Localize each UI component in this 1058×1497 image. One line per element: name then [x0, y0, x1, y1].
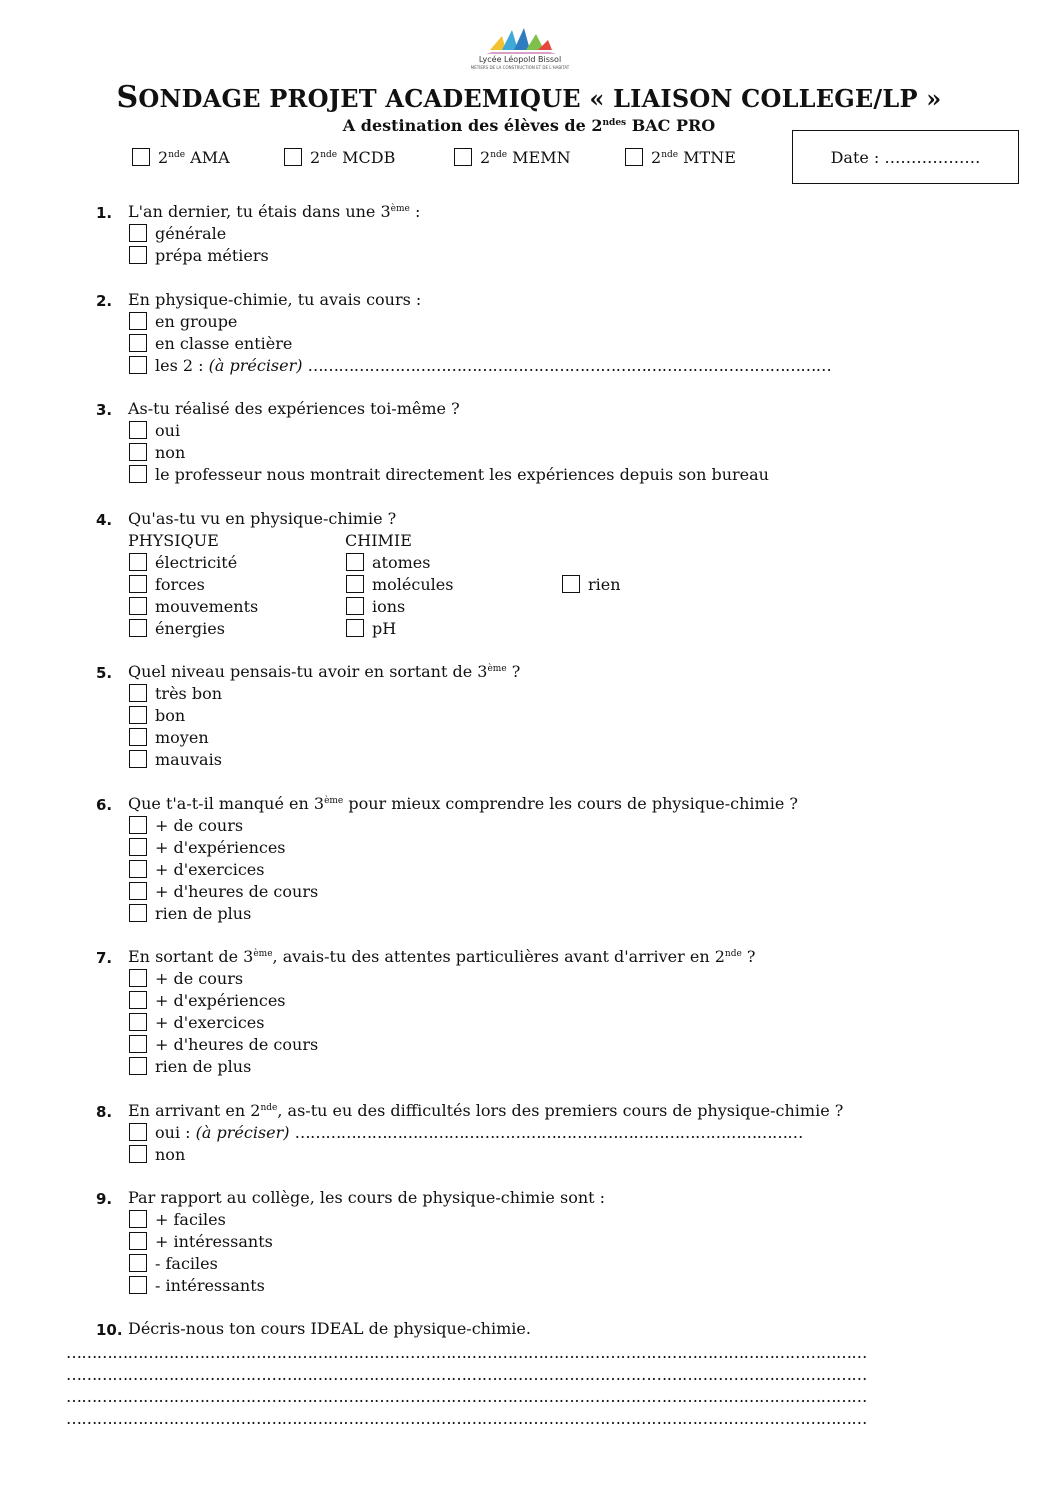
checkbox[interactable] [129, 575, 147, 593]
question-number: 10. [96, 1321, 123, 1339]
checkbox[interactable] [129, 1057, 147, 1075]
checkbox[interactable] [129, 465, 147, 483]
checkbox[interactable] [625, 148, 643, 166]
class-option-ama[interactable]: 2nde AMA [132, 148, 230, 167]
question-number: 6. [96, 796, 113, 814]
question-8-text: En arrivant en 2nde, as-tu eu des difficultés lors des premiers cours de physique-chimie ? [128, 1101, 844, 1120]
checkbox[interactable] [129, 838, 147, 856]
question-3-text: As-tu réalisé des expériences toi-même ? [128, 399, 460, 418]
checkbox[interactable] [346, 553, 364, 571]
option-plus-heures[interactable]: + d'heures de cours [129, 1035, 318, 1054]
option-non[interactable]: non [129, 1145, 185, 1164]
checkbox[interactable] [129, 1035, 147, 1053]
option-bon[interactable]: bon [129, 706, 185, 725]
question-number: 3. [96, 401, 113, 419]
checkbox[interactable] [132, 148, 150, 166]
checkbox[interactable] [129, 750, 147, 768]
option-les-2[interactable]: les 2 : (à préciser) ………………………………………………………………………………………… [129, 356, 831, 375]
checkbox[interactable] [129, 816, 147, 834]
answer-line[interactable]: ………………………………………………………………………………………………………………………………………… [66, 1365, 867, 1384]
option-plus-de-cours[interactable]: + de cours [129, 969, 243, 988]
checkbox[interactable] [129, 224, 147, 242]
checkbox[interactable] [129, 553, 147, 571]
checkbox[interactable] [129, 334, 147, 352]
checkbox[interactable] [129, 1254, 147, 1272]
checkbox[interactable] [129, 991, 147, 1009]
question-number: 4. [96, 511, 113, 529]
option-mouvements[interactable]: mouvements [129, 597, 258, 616]
question-7-text: En sortant de 3ème, avais-tu des attentes particulières avant d'arriver en 2nde ? [128, 947, 756, 966]
checkbox[interactable] [129, 619, 147, 637]
chimie-header: CHIMIE [345, 531, 412, 550]
option-ph[interactable]: pH [346, 619, 396, 638]
checkbox[interactable] [129, 312, 147, 330]
option-plus-heures[interactable]: + d'heures de cours [129, 882, 318, 901]
answer-line[interactable]: ………………………………………………………………………………………………………………………………………… [66, 1409, 867, 1428]
option-mauvais[interactable]: mauvais [129, 750, 222, 769]
option-molecules[interactable]: molécules [346, 575, 453, 594]
option-rien[interactable]: rien [562, 575, 621, 594]
question-number: 8. [96, 1103, 113, 1121]
option-plus-experiences[interactable]: + d'expériences [129, 838, 286, 857]
option-plus-experiences[interactable]: + d'expériences [129, 991, 286, 1010]
checkbox[interactable] [129, 706, 147, 724]
option-moins-interessants[interactable]: - intéressants [129, 1276, 265, 1295]
question-10-text: Décris-nous ton cours IDEAL de physique-chimie. [128, 1319, 531, 1338]
checkbox[interactable] [129, 1232, 147, 1250]
checkbox[interactable] [346, 619, 364, 637]
date-field[interactable]: Date : ……………… [792, 130, 1019, 184]
question-number: 1. [96, 204, 113, 222]
question-9-text: Par rapport au collège, les cours de physique-chimie sont : [128, 1188, 606, 1207]
checkbox[interactable] [129, 882, 147, 900]
checkbox[interactable] [129, 356, 147, 374]
question-6-text: Que t'a-t-il manqué en 3ème pour mieux comprendre les cours de physique-chimie ? [128, 794, 798, 813]
logo-text: Lycée Léopold Bissol [478, 55, 562, 64]
checkbox[interactable] [129, 443, 147, 461]
option-tres-bon[interactable]: très bon [129, 684, 222, 703]
option-rien-de-plus[interactable]: rien de plus [129, 1057, 251, 1076]
checkbox[interactable] [129, 969, 147, 987]
question-2-text: En physique-chimie, tu avais cours : [128, 290, 422, 309]
question-number: 7. [96, 949, 113, 967]
logo-subtext: MÉTIERS DE LA CONSTRUCTION ET DE L'HABITAT [470, 65, 570, 70]
option-moins-faciles[interactable]: - faciles [129, 1254, 218, 1273]
option-ions[interactable]: ions [346, 597, 405, 616]
option-en-groupe[interactable]: en groupe [129, 312, 237, 331]
option-electricite[interactable]: électricité [129, 553, 237, 572]
option-plus-de-cours[interactable]: + de cours [129, 816, 243, 835]
option-classe-entiere[interactable]: en classe entière [129, 334, 292, 353]
option-oui-preciser[interactable]: oui : (à préciser) ……………………………………………………………………………………… [129, 1123, 803, 1142]
option-generale[interactable]: générale [129, 224, 226, 243]
checkbox[interactable] [129, 860, 147, 878]
option-oui[interactable]: oui [129, 421, 180, 440]
question-number: 2. [96, 292, 113, 310]
physique-header: PHYSIQUE [128, 531, 219, 550]
option-non[interactable]: non [129, 443, 185, 462]
class-option-memn[interactable]: 2nde MEMN [454, 148, 571, 167]
option-plus-faciles[interactable]: + faciles [129, 1210, 226, 1229]
question-4-text: Qu'as-tu vu en physique-chimie ? [128, 509, 397, 528]
question-number: 5. [96, 664, 113, 682]
option-plus-interessants[interactable]: + intéressants [129, 1232, 273, 1251]
checkbox[interactable] [129, 246, 147, 264]
class-option-mtne[interactable]: 2nde MTNE [625, 148, 736, 167]
option-plus-exercices[interactable]: + d'exercices [129, 1013, 264, 1032]
page-subtitle: A destination des élèves de $2^{ndes}$ BAC PRO [342, 116, 716, 135]
checkbox[interactable] [129, 421, 147, 439]
question-1-text: L'an dernier, tu étais dans une 3ème : [128, 202, 421, 221]
class-option-mcdb[interactable]: 2nde MCDB [284, 148, 395, 167]
answer-line[interactable]: ………………………………………………………………………………………………………………………………………… [66, 1343, 867, 1362]
checkbox[interactable] [129, 1210, 147, 1228]
question-number: 9. [96, 1190, 113, 1208]
checkbox[interactable] [129, 1276, 147, 1294]
checkbox[interactable] [562, 575, 580, 593]
option-plus-exercices[interactable]: + d'exercices [129, 860, 264, 879]
checkbox[interactable] [454, 148, 472, 166]
option-rien-de-plus[interactable]: rien de plus [129, 904, 251, 923]
answer-line[interactable]: ………………………………………………………………………………………………………………………………………… [66, 1387, 867, 1406]
checkbox[interactable] [129, 1013, 147, 1031]
option-prepa-metiers[interactable]: prépa métiers [129, 246, 269, 265]
option-energies[interactable]: énergies [129, 619, 225, 638]
checkbox[interactable] [129, 597, 147, 615]
checkbox[interactable] [129, 1145, 147, 1163]
checkbox[interactable] [346, 597, 364, 615]
checkbox[interactable] [346, 575, 364, 593]
checkbox[interactable] [284, 148, 302, 166]
option-moyen[interactable]: moyen [129, 728, 209, 747]
checkbox[interactable] [129, 1123, 147, 1141]
checkbox[interactable] [129, 904, 147, 922]
option-atomes[interactable]: atomes [346, 553, 430, 572]
page-title: SONDAGE PROJET ACADEMIQUE « LIAISON COLLEGE/LP » [116, 80, 942, 115]
question-5-text: Quel niveau pensais-tu avoir en sortant de 3ème ? [128, 662, 521, 681]
option-professeur[interactable]: le professeur nous montrait directement les expériences depuis son bureau [129, 465, 769, 484]
option-forces[interactable]: forces [129, 575, 205, 594]
checkbox[interactable] [129, 728, 147, 746]
checkbox[interactable] [129, 684, 147, 702]
